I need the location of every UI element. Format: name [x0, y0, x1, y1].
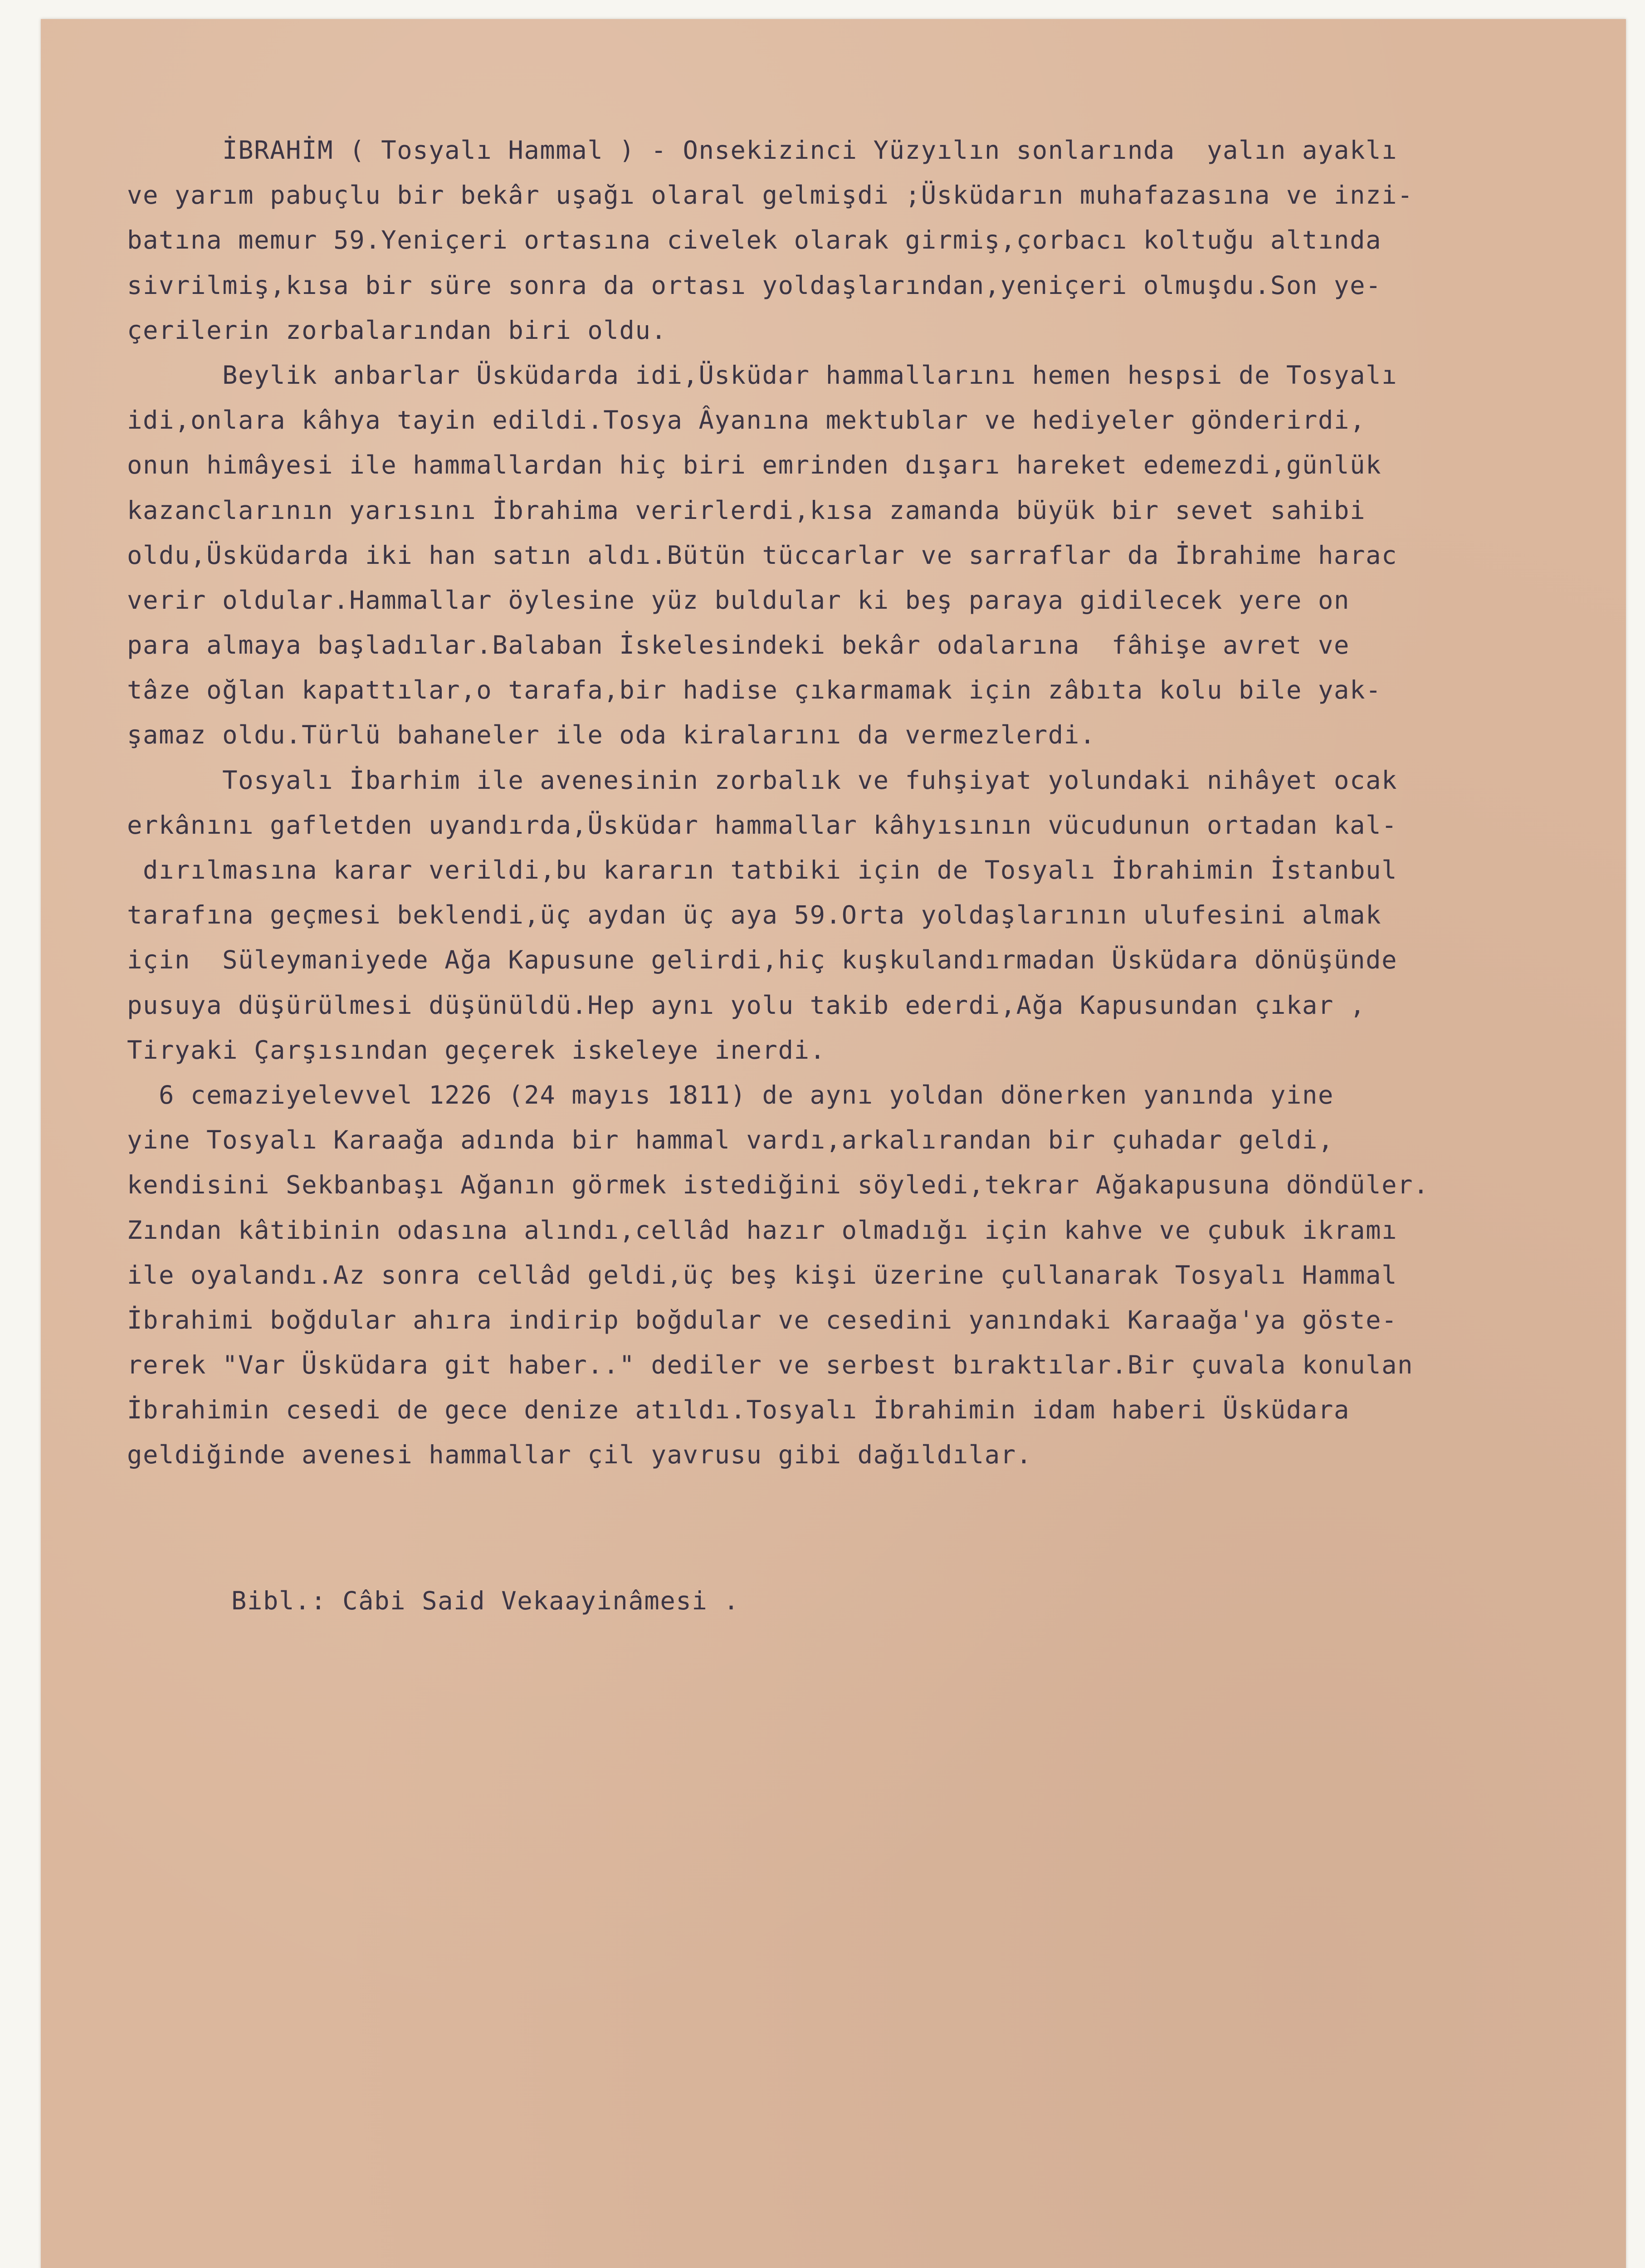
text-line: kazanclarının yarısını İbrahima verirlerdi,kısa zamanda büyük bir sevet sahibi — [127, 495, 1366, 525]
text-line: erkânını gafletden uyandırda,Üsküdar hammallar kâhyısının vücudunun ortadan kal- — [127, 810, 1398, 840]
text-line: para almaya başladılar.Balaban İskelesindeki bekâr odalarına fâhişe avret ve — [127, 631, 1350, 660]
bibliography-line: Bibl.: Câbi Said Vekaayinâmesi . — [231, 1586, 740, 1616]
text-line: 6 cemaziyelevvel 1226 (24 mayıs 1811) de aynı yoldan dönerken yanında yine — [127, 1080, 1334, 1110]
text-line: çerilerin zorbalarından biri oldu. — [127, 315, 667, 345]
text-line: Tosyalı İbarhim ile avenesinin zorbalık ve fuhşiyat yolundaki nihâyet ocak — [127, 765, 1398, 795]
text-line: sivrilmiş,kısa bir süre sonra da ortası yoldaşlarından,yeniçeri olmuşdu.Son ye- — [127, 270, 1382, 300]
typewritten-body — [127, 128, 1624, 1478]
text-line: idi,onlara kâhya tayin edildi.Tosya Âyanına mektublar ve hediyeler gönderirdi, — [127, 406, 1366, 435]
text-line: tâze oğlan kapattılar,o tarafa,bir hadise çıkarmamak için zâbıta kolu bile yak- — [127, 675, 1382, 705]
text-line: oldu,Üsküdarda iki han satın aldı.Bütün tüccarlar ve sarraflar da İbrahime harac — [127, 540, 1398, 570]
text-line: için Süleymaniyede Ağa Kapusune gelirdi,hiç kuşkulandırmadan Üsküdara dönüşünde — [127, 945, 1398, 975]
text-line: Beylik anbarlar Üsküdarda idi,Üsküdar hammallarını hemen hespsi de Tosyalı — [127, 360, 1398, 390]
text-line: ile oyalandı.Az sonra cellâd geldi,üç beş kişi üzerine çullanarak Tosyalı Hammal — [127, 1260, 1398, 1290]
text-line: kendisini Sekbanbaşı Ağanın görmek istediğini söyledi,tekrar Ağakapusuna döndüler. — [127, 1170, 1430, 1200]
text-line: Zından kâtibinin odasına alındı,cellâd hazır olmadığı için kahve ve çubuk ikramı — [127, 1215, 1398, 1245]
text-line: Tiryaki Çarşısından geçerek iskeleye inerdi. — [127, 1035, 826, 1065]
text-line: onun himâyesi ile hammallardan hiç biri emrinden dışarı hareket edemezdi,günlük — [127, 450, 1382, 480]
text-line: tarafına geçmesi beklendi,üç aydan üç aya 59.Orta yoldaşlarının ulufesini almak — [127, 900, 1382, 930]
text-line: batına memur 59.Yeniçeri ortasına civelek olarak girmiş,çorbacı koltuğu altında — [127, 225, 1382, 255]
text-line: İbrahimin cesedi de gece denize atıldı.Tosyalı İbrahimin idam haberi Üsküdara — [127, 1395, 1350, 1425]
text-line: İbrahimi boğdular ahıra indirip boğdular ve cesedini yanındaki Karaağa'ya göste- — [127, 1305, 1398, 1335]
text-line: yine Tosyalı Karaağa adında bir hammal vardı,arkalırandan bir çuhadar geldi, — [127, 1125, 1334, 1155]
text-line: şamaz oldu.Türlü bahaneler ile oda kiralarını da vermezlerdi. — [127, 720, 1096, 750]
text-line: İBRAHİM ( Tosyalı Hammal ) - Onsekizinci Yüzyılın sonlarında yalın ayaklı — [127, 136, 1398, 165]
text-line: geldiğinde avenesi hammallar çil yavrusu gibi dağıldılar. — [127, 1440, 1032, 1470]
text-line: pusuya düşürülmesi düşünüldü.Hep aynı yolu takib ederdi,Ağa Kapusundan çıkar , — [127, 990, 1366, 1020]
text-line: rerek "Var Üsküdara git haber.." dediler ve serbest bıraktılar.Bir çuvala konulan — [127, 1350, 1414, 1380]
text-line: verir oldular.Hammallar öylesine yüz buldular ki beş paraya gidilecek yere on — [127, 585, 1350, 615]
text-line: dırılmasına karar verildi,bu kararın tatbiki için de Tosyalı İbrahimin İstanbul — [127, 855, 1398, 885]
text-line: ve yarım pabuçlu bir bekâr uşağı olaral gelmişdi ;Üsküdarın muhafazasına ve inzi- — [127, 181, 1414, 210]
